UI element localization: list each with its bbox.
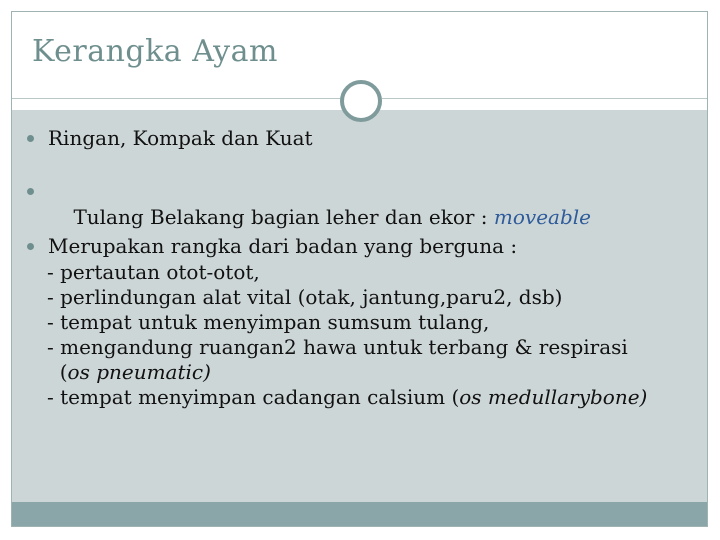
bullet-text: Merupakan rangka dari badan yang berguna :: [48, 234, 518, 258]
bullet-text: Tulang Belakang bagian leher dan ekor :: [73, 205, 494, 229]
bullet-dot-icon: [27, 243, 34, 250]
bullet-item: [27, 125, 313, 151]
sub-item: - mengandung ruangan2 hawa untuk terbang & respirasi: [47, 335, 628, 359]
bullet-item: [27, 233, 517, 259]
bullet-dot-icon: [27, 135, 34, 142]
sub-item-italic: os pneumatic): [67, 360, 211, 384]
bullet-text: Ringan, Kompak dan Kuat: [48, 126, 313, 150]
sub-item-text: (: [47, 360, 68, 384]
slide-title: Kerangka Ayam: [32, 34, 278, 69]
sub-item-italic: os medullarybone): [459, 385, 648, 409]
bullet-dot-icon: [27, 188, 34, 195]
bullet-emphasis: moveable: [493, 205, 591, 229]
sub-list: [47, 260, 647, 410]
sub-item: [47, 360, 647, 385]
sub-item: - pertautan otot-otot,: [47, 260, 260, 284]
title-divider-left: [12, 98, 342, 99]
footer-bar: [12, 502, 707, 526]
sub-item: - tempat untuk menyimpan sumsum tulang,: [47, 310, 490, 334]
sub-item: [47, 385, 647, 410]
sub-item: - perlindungan alat vital (otak, jantung,paru2, dsb): [47, 285, 563, 309]
title-divider-right: [382, 98, 707, 99]
circle-ornament-icon: [340, 80, 382, 122]
sub-item-text: - tempat menyimpan cadangan calsium (: [47, 385, 460, 409]
